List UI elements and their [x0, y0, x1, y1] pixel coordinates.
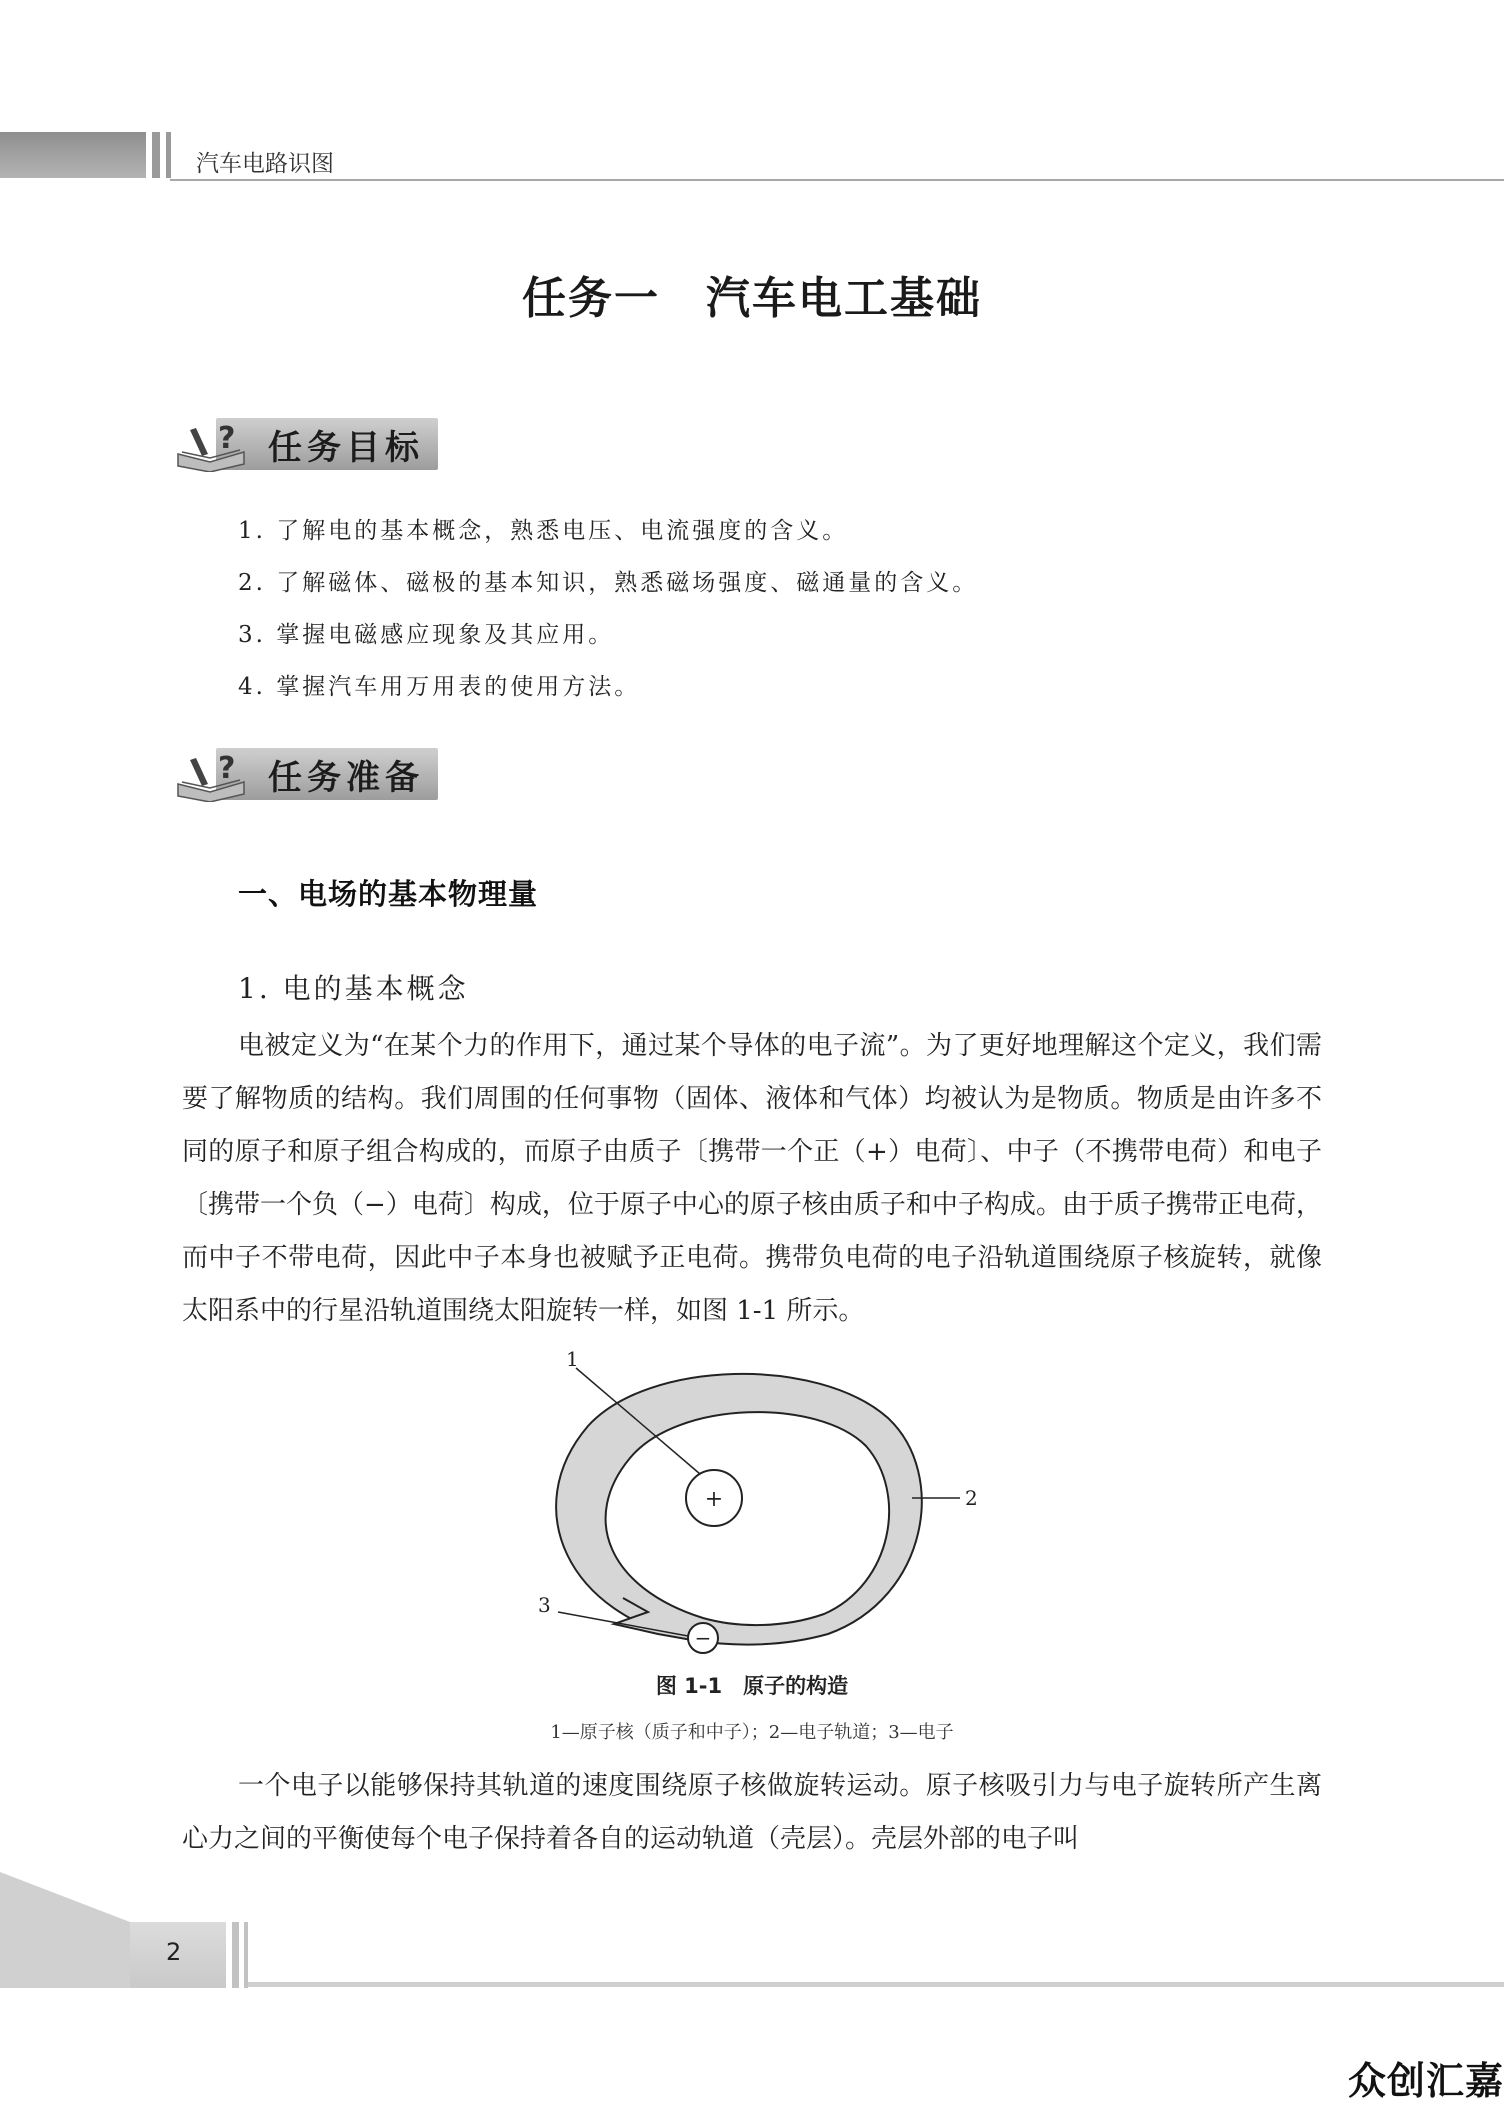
goals-badge: [176, 406, 438, 478]
svg-text:?: ?: [218, 424, 236, 456]
goals-label: 任务目标: [268, 428, 424, 468]
header-bar: [0, 132, 146, 178]
figure-label-3: 3: [538, 1593, 551, 1617]
footer-rule: [248, 1982, 1504, 1987]
goal-item: 3. 掌握电磁感应现象及其应用。: [238, 622, 615, 648]
chapter-title: 任务一 汽车电工基础: [522, 273, 982, 324]
preparation-label: 任务准备: [268, 758, 424, 798]
header-strip: [166, 132, 171, 178]
atom-structure-figure: [528, 1348, 978, 1658]
goal-item: 4. 掌握汽车用万用表的使用方法。: [238, 674, 641, 700]
footer-strip: [232, 1922, 239, 1988]
header-strip: [152, 132, 160, 178]
figure-legend: 1—原子核（质子和中子）；2—电子轨道；3—电子: [550, 1722, 954, 1743]
figure-caption: 图 1-1 原子的构造: [655, 1674, 849, 1698]
footer-strip: [244, 1922, 248, 1988]
book-question-icon: [176, 424, 246, 472]
page-number: 2: [166, 1938, 182, 1966]
goal-item: 1. 了解电的基本概念，熟悉电压、电流强度的含义。: [238, 518, 849, 544]
book-question-icon: [176, 754, 246, 802]
running-title: 汽车电路识图: [196, 151, 334, 177]
body-paragraph: 一个电子以能够保持其轨道的速度围绕原子核做旋转运动。原子核吸引力与电子旋转所产生离心力之间的平衡使每个电子保持着各自的运动轨道（壳层）。壳层外部的电子叫: [182, 1771, 1322, 1854]
header-rule: [170, 179, 1504, 181]
svg-text:?: ?: [218, 754, 236, 786]
nucleus-symbol: +: [704, 1487, 724, 1512]
sub-heading: 1. 电的基本概念: [238, 972, 469, 1005]
figure-label-1: 1: [566, 1348, 579, 1371]
body-paragraph: 电被定义为“在某个力的作用下，通过某个导体的电子流”。为了更好地理解这个定义，我们需要了解物质的结构。我们周围的任何事物（固体、液体和气体）均被认为是物质。物质是由许多不同的原子和原子组合构成的，而原子由质子〔携带一个正（+）电荷〕、中子（不携带电荷）和电子〔携带一个负（−）电荷〕构成，位于原子中心的原子核由质子和中子构成。由于质子携带正电荷，而中子不带电荷，因此中子本身也被赋予正电荷。携带负电荷的电子沿轨道围绕原子核旋转，就像太阳系中的行星沿轨道围绕太阳旋转一样，如图 1-1 所示。: [182, 1031, 1322, 1326]
watermark-text: 众创汇嘉: [1348, 2059, 1504, 2103]
figure-label-2: 2: [965, 1486, 978, 1510]
electron-symbol: −: [694, 1626, 712, 1650]
preparation-badge: [176, 736, 438, 808]
section-heading: 一、电场的基本物理量: [238, 877, 539, 911]
goal-item: 2. 了解磁体、磁极的基本知识，熟悉磁场强度、磁通量的含义。: [238, 570, 979, 596]
